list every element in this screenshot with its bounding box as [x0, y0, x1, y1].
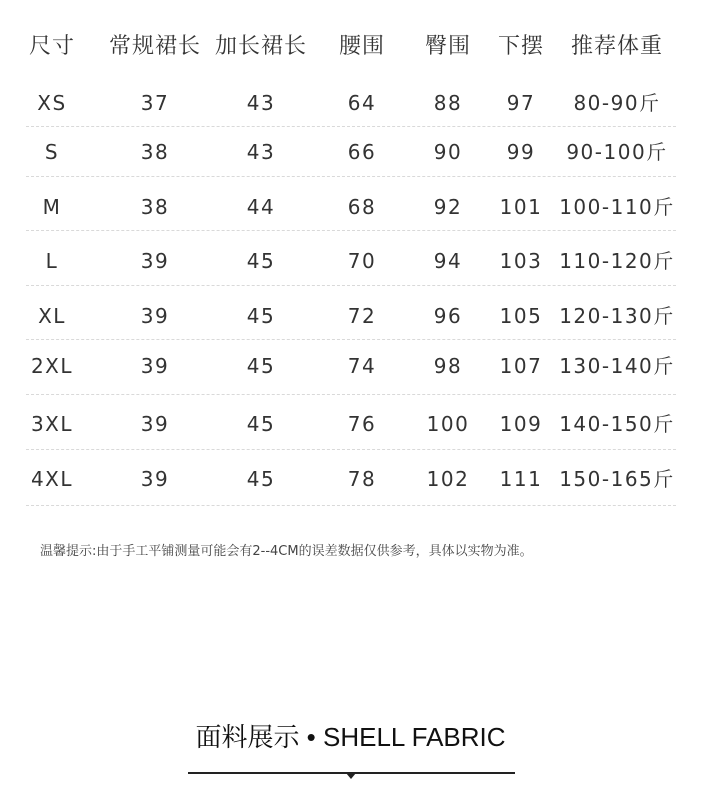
regular-length-cell: 39	[140, 304, 170, 328]
long-length-cell: 45	[246, 412, 276, 436]
header-regular-length: 常规裙长	[108, 34, 202, 59]
row-separator	[26, 449, 676, 450]
hem-cell: 107	[499, 354, 543, 378]
regular-length-cell: 39	[140, 467, 170, 491]
row-separator	[26, 394, 676, 395]
header-size: 尺寸	[28, 34, 76, 59]
long-length-cell: 45	[246, 467, 276, 491]
waist-cell: 76	[347, 412, 377, 436]
hem-cell: 105	[499, 304, 543, 328]
size-cell: L	[45, 249, 59, 273]
header-long-length: 加长裙长	[214, 34, 308, 59]
regular-length-cell: 38	[140, 140, 170, 164]
weight-cell: 80-90斤	[573, 91, 661, 115]
hip-cell: 102	[426, 467, 470, 491]
size-cell: S	[44, 140, 60, 164]
waist-cell: 68	[347, 195, 377, 219]
waist-cell: 66	[347, 140, 377, 164]
weight-cell: 140-150斤	[559, 412, 675, 436]
waist-cell: 72	[347, 304, 377, 328]
waist-cell: 64	[347, 91, 377, 115]
regular-length-cell: 39	[140, 412, 170, 436]
size-cell: 2XL	[30, 354, 74, 378]
long-length-cell: 43	[246, 140, 276, 164]
waist-cell: 70	[347, 249, 377, 273]
hip-cell: 96	[433, 304, 463, 328]
header-hip: 臀围	[424, 34, 472, 59]
hem-cell: 99	[506, 140, 536, 164]
row-separator	[26, 126, 676, 127]
long-length-cell: 45	[246, 249, 276, 273]
size-cell: M	[42, 195, 62, 219]
waist-cell: 74	[347, 354, 377, 378]
hip-cell: 100	[426, 412, 470, 436]
long-length-cell: 44	[246, 195, 276, 219]
hip-cell: 98	[433, 354, 463, 378]
weight-cell: 130-140斤	[559, 354, 675, 378]
hem-cell: 103	[499, 249, 543, 273]
weight-cell: 100-110斤	[559, 195, 675, 219]
hem-cell: 109	[499, 412, 543, 436]
long-length-cell: 43	[246, 91, 276, 115]
header-waist: 腰围	[338, 34, 386, 59]
waist-cell: 78	[347, 467, 377, 491]
row-separator	[26, 176, 676, 177]
row-separator	[26, 285, 676, 286]
size-cell: XL	[38, 304, 66, 328]
regular-length-cell: 39	[140, 354, 170, 378]
size-cell: 4XL	[30, 467, 74, 491]
size-cell: XS	[37, 91, 67, 115]
long-length-cell: 45	[246, 354, 276, 378]
hip-cell: 92	[433, 195, 463, 219]
hem-cell: 97	[506, 91, 536, 115]
row-separator	[26, 505, 676, 506]
hip-cell: 94	[433, 249, 463, 273]
row-separator	[26, 230, 676, 231]
divider-pointer-icon	[346, 773, 356, 779]
weight-cell: 120-130斤	[559, 304, 675, 328]
weight-cell: 150-165斤	[559, 467, 675, 491]
weight-cell: 90-100斤	[566, 140, 668, 164]
size-cell: 3XL	[30, 412, 74, 436]
header-hem: 下摆	[497, 34, 545, 59]
header-recommended-weight: 推荐体重	[570, 34, 664, 59]
hem-cell: 111	[499, 467, 543, 491]
measurement-note: 温馨提示:由于手工平铺测量可能会有2--4CM的误差数据仅供参考，具体以实物为准。	[40, 544, 533, 559]
hip-cell: 88	[433, 91, 463, 115]
long-length-cell: 45	[246, 304, 276, 328]
weight-cell: 110-120斤	[559, 249, 675, 273]
section-title: 面料展示 • SHELL FABRIC	[195, 722, 506, 752]
hem-cell: 101	[499, 195, 543, 219]
regular-length-cell: 38	[140, 195, 170, 219]
row-separator	[26, 339, 676, 340]
regular-length-cell: 39	[140, 249, 170, 273]
regular-length-cell: 37	[140, 91, 170, 115]
hip-cell: 90	[433, 140, 463, 164]
